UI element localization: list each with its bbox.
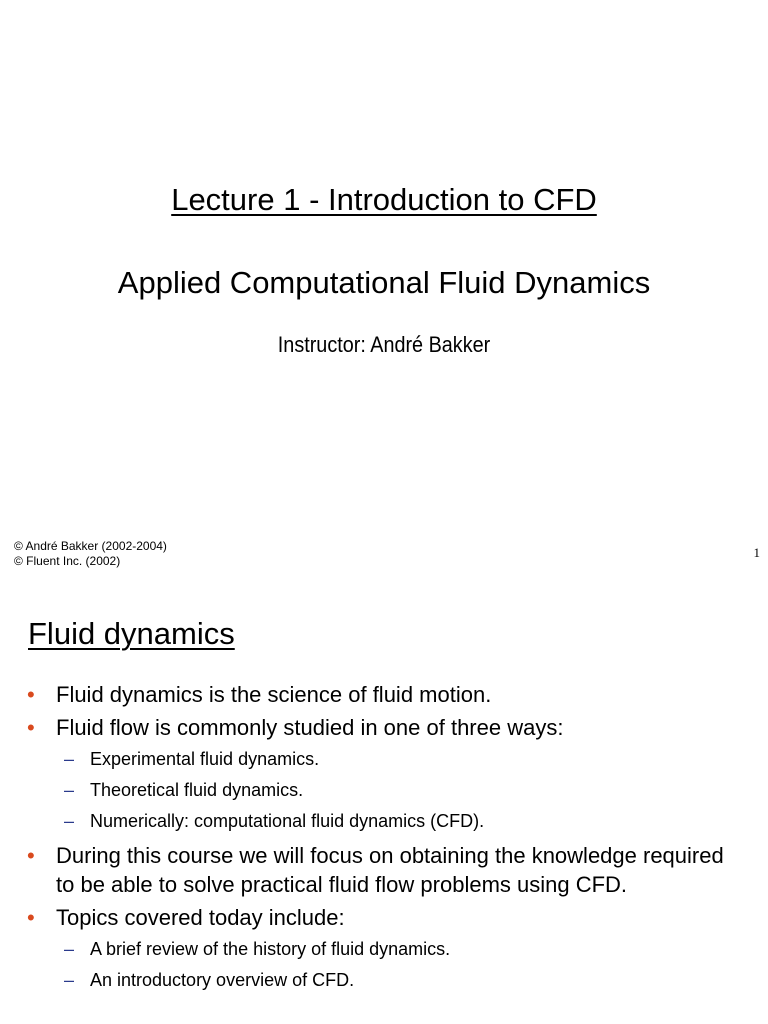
bullet-item	[0, 903, 768, 996]
bullet-icon: •	[27, 843, 35, 868]
bullet-text: Fluid flow is commonly studied in one of three ways:	[56, 715, 564, 740]
sub-bullet-item	[56, 806, 728, 837]
slide-2	[0, 576, 768, 1024]
slide-title: Fluid dynamics	[28, 616, 235, 651]
dash-icon: –	[64, 970, 75, 990]
lecture-title: Lecture 1 - Introduction to CFD	[171, 182, 597, 217]
dash-icon: –	[64, 780, 75, 800]
page-number: 1	[753, 545, 760, 560]
dash-icon: –	[64, 939, 75, 959]
sub-bullet-list	[56, 744, 728, 837]
bullet-text: Fluid dynamics is the science of fluid motion.	[56, 682, 492, 707]
bullet-text: During this course we will focus on obtaining the knowledge required to be able to solve practical fluid flow problems using CFD.	[56, 843, 724, 897]
bullet-text: Topics covered today include:	[56, 905, 345, 930]
sub-bullet-text: Experimental fluid dynamics.	[90, 749, 320, 769]
instructor-name: Instructor: André Bakker	[277, 332, 491, 357]
dash-icon: –	[64, 749, 75, 769]
bullet-list	[0, 680, 768, 1000]
sub-bullet-item	[56, 965, 728, 996]
bullet-item	[0, 713, 768, 837]
bullet-icon: •	[27, 682, 35, 707]
sub-bullet-list	[56, 934, 728, 996]
sub-bullet-item	[56, 775, 728, 806]
sub-bullet-item	[56, 934, 728, 965]
copyright-line: © André Bakker (2002-2004)	[14, 539, 167, 553]
course-title: Applied Computational Fluid Dynamics	[117, 265, 651, 300]
copyright-line: © Fluent Inc. (2002)	[14, 554, 121, 568]
sub-bullet-text: Numerically: computational fluid dynamics (CFD).	[90, 811, 485, 831]
copyright-notice	[14, 539, 167, 569]
sub-bullet-text: An introductory overview of CFD.	[90, 970, 355, 990]
sub-bullet-text: A brief review of the history of fluid dynamics.	[90, 939, 451, 959]
dash-icon: –	[64, 811, 75, 831]
bullet-icon: •	[27, 715, 35, 740]
bullet-icon: •	[27, 905, 35, 930]
sub-bullet-text: Theoretical fluid dynamics.	[90, 780, 304, 800]
bullet-item	[0, 841, 768, 899]
bullet-item	[0, 680, 768, 709]
sub-bullet-item	[56, 744, 728, 775]
